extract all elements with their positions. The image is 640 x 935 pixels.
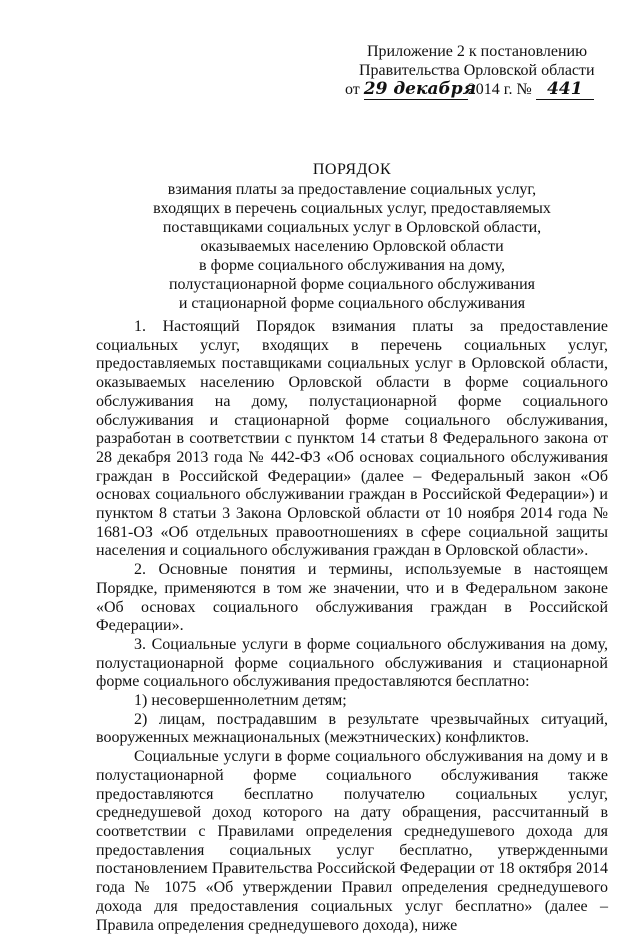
title-line: в форме социального обслуживания на дому, <box>199 257 505 274</box>
document-title <box>96 160 608 313</box>
title-line: взимания платы за предоставление социальных услуг, <box>167 181 537 198</box>
paragraph-4: Социальные услуги в форме социального обслуживания на дому и в полустационарной форме социального обслуживания также предоставляются бесплатно получателю социальных услуг, среднедушевой доход которого на дату обращения, рассчитанный в соответствии с Правилами определения среднедушевого дохода для предоставления социальных услуг бесплатно, утвержденными постановлением Правительства Российской Федерации от 18 октября 2014 года № 1075 «Об утверждении Правил определения среднедушевого дохода для предоставления социальных услуг бесплатно» (далее – Правила определения среднедушевого дохода), ниже <box>96 748 608 934</box>
paragraph-1: 1. Настоящий Порядок взимания платы за предоставление социальных услуг, входящих в перечень социальных услуг, предоставляемых поставщиками социальных услуг в Орловской области, оказываемых населению Орловской области в форме социального обслуживания на дому, полустационарной форме социального обслуживания и стационарной форме социального обслуживания, разработан в соответствии с пунктом 14 статьи 8 Федерального закона от 28 декабря 2013 года № 442-ФЗ «Об основах социального обслуживания граждан в Российской Федерации» (далее – Федеральный закон «Об основах социального обслуживании граждан в Российской Федерации») и пунктом 8 статьи 3 Закона Орловской области от 10 ноября 2014 года № 1681-ОЗ «Об отдельных правоотношениях в сфере социальной защиты населения и социального обслуживания граждан в Орловской области». <box>96 318 608 560</box>
appendix-header <box>345 42 620 100</box>
title-line: и стационарной форме социального обслуживания <box>178 295 526 312</box>
appendix-line-3 <box>345 80 620 100</box>
appendix-line-2: Правительства Орловской области <box>359 62 595 79</box>
appendix-line-1: Приложение 2 к постановлению <box>367 43 588 60</box>
title-line: оказываемых населению Орловской области <box>200 238 504 255</box>
list-item-2: 2) лицам, пострадавшим в результате чрезвычайных ситуаций, вооруженных межнациональных (межэтнических) конфликтов. <box>96 710 608 747</box>
title-line: входящих в перечень социальных услуг, предоставляемых <box>153 200 551 217</box>
paragraph-2: 2. Основные понятия и термины, используемые в настоящем Порядке, применяются в том же значении, что и в Федеральном законе «Об основах социального обслуживания граждан в Российской Федерации». <box>96 561 608 635</box>
list-item-1: 1) несовершеннолетним детям; <box>134 692 347 710</box>
paragraph-3: 3. Социальные услуги в форме социального обслуживания на дому, полустационарной форме социального обслуживания и стационарной форме социального обслуживания предоставляются бесплатно: <box>96 635 608 691</box>
date-prefix: от <box>345 81 360 98</box>
handwritten-number: 441 <box>536 80 594 100</box>
title-line: поставщиками социальных услуг в Орловской области, <box>162 219 542 236</box>
handwritten-date: 29 декабря <box>363 79 477 99</box>
document-body <box>96 318 608 935</box>
document-year: 2014 г. № <box>467 81 532 98</box>
title-line: полустационарной форме социального обслуживания <box>168 276 536 293</box>
title-heading: ПОРЯДОК <box>312 161 392 178</box>
